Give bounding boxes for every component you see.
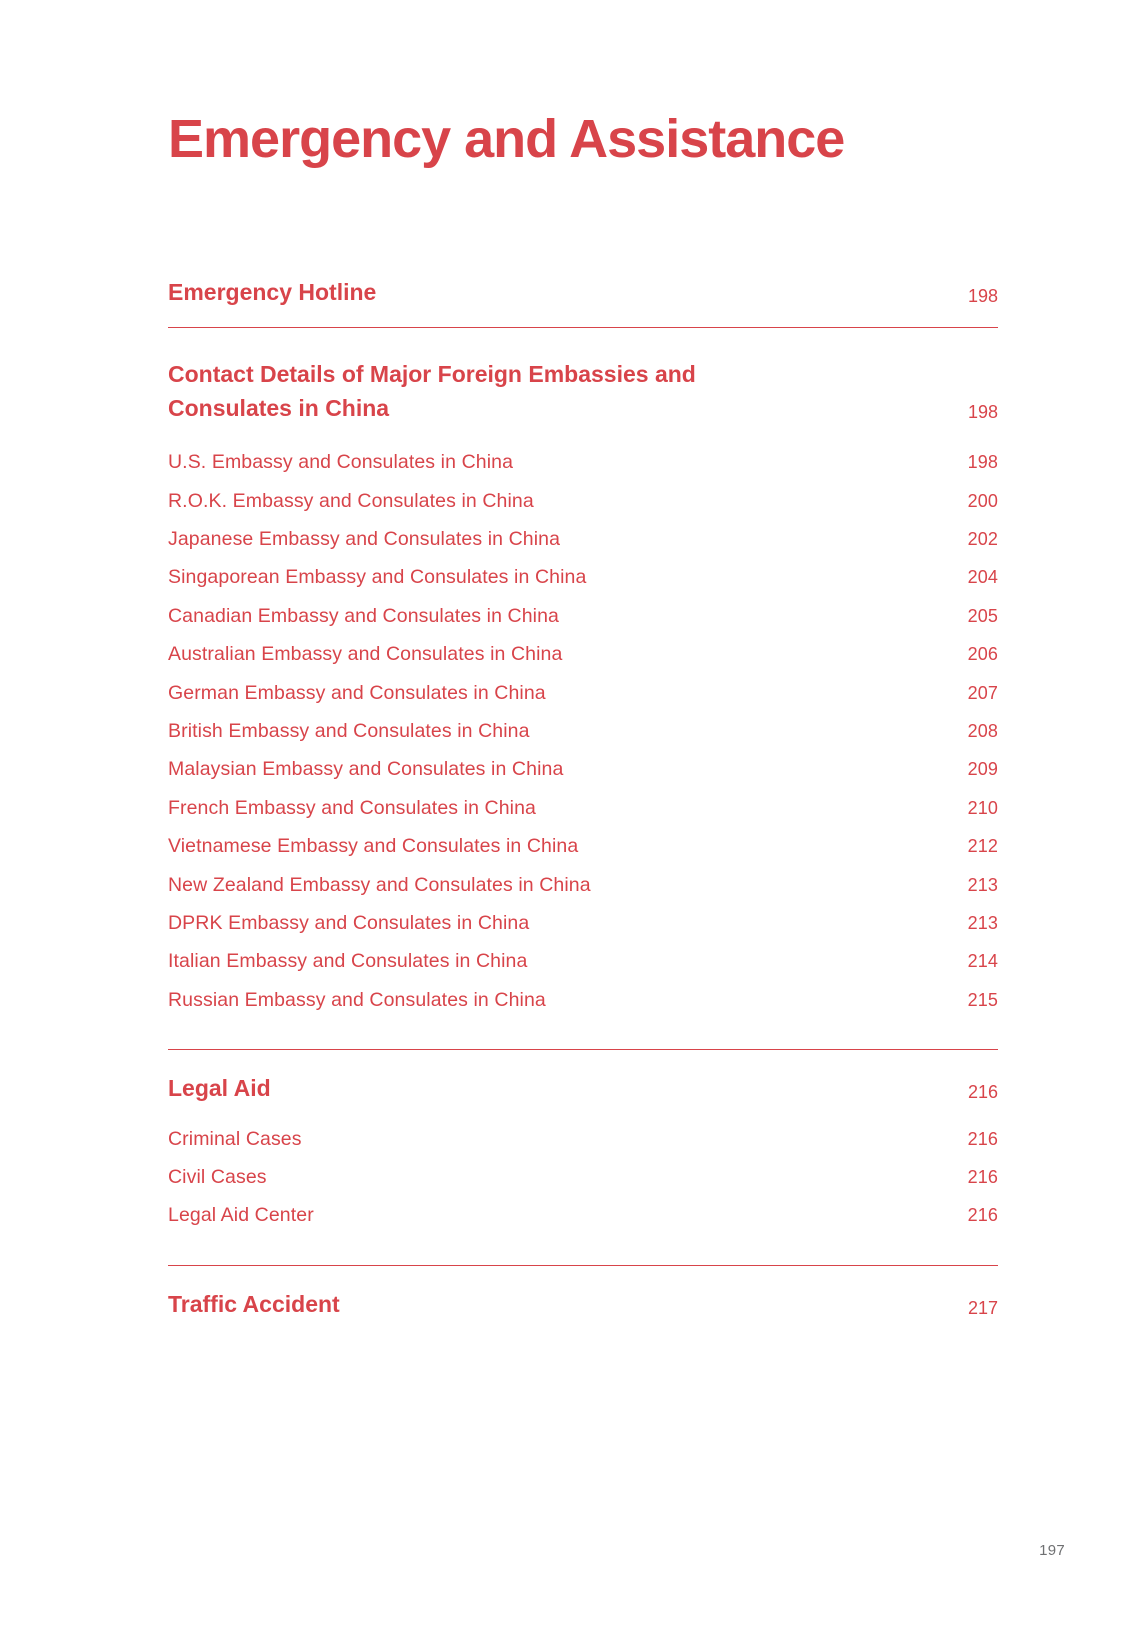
toc-entry-label: New Zealand Embassy and Consulates in China (168, 873, 591, 896)
toc-entry-page-number: 204 (967, 567, 998, 588)
list-item[interactable] (168, 520, 998, 558)
toc-section-traffic-accident (168, 1288, 998, 1323)
list-item[interactable] (168, 789, 998, 827)
toc-entry-page-number: 213 (967, 913, 998, 933)
toc-entry-page-number: 212 (967, 836, 998, 857)
toc-section-emergency-hotline (168, 276, 998, 328)
page-folio: 197 (1039, 1542, 1065, 1559)
list-item[interactable] (168, 597, 998, 635)
toc-entry-page-number: 209 (967, 759, 998, 780)
toc-entry-label: French Embassy and Consulates in China (168, 796, 536, 819)
toc-entry-page-number: 207 (967, 682, 998, 703)
list-item[interactable] (168, 942, 998, 980)
toc-entry-page-number: 208 (967, 720, 998, 741)
list-item[interactable] (168, 712, 998, 750)
toc-entry-label: British Embassy and Consulates in China (168, 719, 530, 742)
toc-entry-page-number: 216 (967, 1128, 998, 1149)
list-item[interactable] (168, 827, 998, 865)
list-item[interactable] (168, 1120, 998, 1158)
toc-entry-page-number: 210 (967, 797, 998, 818)
toc-entry-label: Russian Embassy and Consulates in China (168, 988, 546, 1011)
toc-entry-label: Civil Cases (168, 1165, 267, 1188)
toc-entry-page-number: 205 (967, 605, 998, 626)
toc-entry-label: U.S. Embassy and Consulates in China (168, 451, 514, 474)
list-item[interactable] (168, 866, 998, 904)
toc-section-label: Emergency Hotline (168, 279, 377, 306)
toc-entry-label: Japanese Embassy and Consulates in China (168, 527, 561, 550)
list-item[interactable] (168, 904, 998, 942)
toc-entry-label: DPRK Embassy and Consulates in China (168, 912, 530, 934)
section-divider (168, 1049, 998, 1050)
toc-section-page-number: 198 (967, 286, 998, 307)
toc-section-embassies (168, 358, 998, 1050)
section-divider (168, 1265, 998, 1266)
list-item[interactable] (168, 482, 998, 520)
toc-entry-label: Canadian Embassy and Consulates in China (168, 604, 559, 627)
section-divider (168, 327, 998, 328)
toc-entry-page-number: 202 (967, 528, 998, 549)
list-item[interactable] (168, 635, 998, 673)
toc-entry-label: R.O.K. Embassy and Consulates in China (168, 489, 534, 512)
toc-entry-page-number: 214 (967, 951, 998, 972)
table-of-contents (168, 276, 998, 1323)
toc-entry-page-number: 215 (967, 989, 998, 1010)
toc-section-label: Legal Aid (168, 1075, 271, 1102)
toc-section-label: Traffic Accident (168, 1290, 340, 1317)
toc-entry-list (168, 443, 998, 1033)
toc-entry-label: Australian Embassy and Consulates in China (168, 643, 563, 666)
toc-section-label: Contact Details of Major Foreign Embassies and Consulates in China (168, 361, 696, 421)
toc-section-heading[interactable] (168, 276, 998, 311)
list-item[interactable] (168, 1158, 998, 1196)
toc-entry-page-number: 216 (967, 1166, 998, 1187)
page-content (168, 0, 998, 1323)
toc-section-heading[interactable] (168, 358, 998, 429)
toc-entry-page-number: 200 (967, 490, 998, 511)
toc-entry-page-number: 213 (967, 874, 998, 895)
list-item[interactable] (168, 750, 998, 788)
toc-entry-label: Criminal Cases (168, 1127, 302, 1150)
toc-entry-page-number: 206 (967, 644, 998, 665)
toc-entry-label: German Embassy and Consulates in China (168, 681, 546, 704)
toc-entry-label: Legal Aid Center (168, 1204, 314, 1227)
toc-section-page-number: 216 (967, 1082, 998, 1103)
toc-section-heading[interactable] (168, 1288, 998, 1323)
toc-entry-label: Vietnamese Embassy and Consulates in China (168, 835, 579, 858)
list-item[interactable] (168, 443, 998, 481)
toc-entry-page-number: 198 (967, 452, 998, 473)
toc-section-page-number: 198 (967, 402, 998, 423)
toc-section-heading[interactable] (168, 1072, 998, 1109)
toc-section-legal-aid (168, 1072, 998, 1266)
toc-entry-label: Italian Embassy and Consulates in China (168, 950, 528, 973)
page-title: Emergency and Assistance (168, 109, 845, 169)
toc-entry-label: Singaporean Embassy and Consulates in China (168, 566, 587, 589)
toc-entry-list (168, 1120, 998, 1249)
toc-entry-label: Malaysian Embassy and Consulates in China (168, 758, 564, 781)
list-item[interactable] (168, 674, 998, 712)
toc-entry-page-number: 216 (967, 1205, 998, 1226)
list-item[interactable] (168, 558, 998, 596)
list-item[interactable] (168, 1196, 998, 1234)
toc-section-page-number: 217 (967, 1298, 998, 1319)
list-item[interactable] (168, 981, 998, 1019)
